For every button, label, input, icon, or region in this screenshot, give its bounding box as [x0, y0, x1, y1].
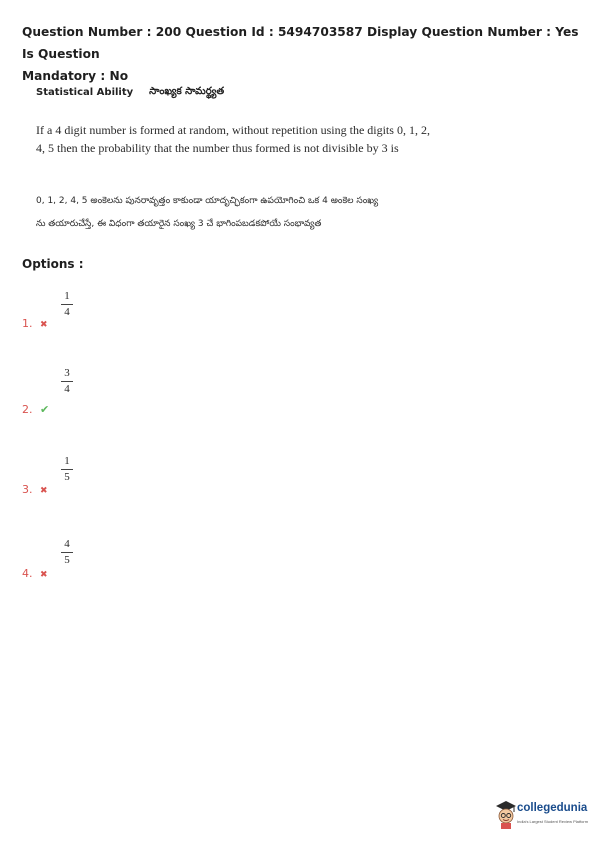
header-line-2: Mandatory : No	[22, 69, 129, 83]
option-4-denominator: 5	[64, 554, 70, 566]
option-3-number: 3.	[22, 483, 33, 496]
option-2-denominator: 4	[64, 383, 70, 395]
logo-tagline: India's Largest Student Review Platform	[517, 819, 589, 824]
option-4-fraction	[60, 538, 74, 567]
option-3-fraction	[60, 455, 74, 484]
question-header	[22, 21, 582, 87]
option-1-denominator: 4	[64, 306, 70, 318]
fraction-bar	[61, 552, 73, 553]
logo-wordmark: collegedunia	[517, 802, 588, 814]
cross-icon: ✖	[40, 570, 48, 580]
question-english	[36, 121, 436, 157]
option-4-label	[22, 567, 48, 580]
fraction-bar	[61, 304, 73, 305]
collegedunia-logo	[495, 798, 591, 832]
option-3-numerator: 1	[64, 455, 70, 467]
question-telugu-line-2: ను తయారుచేస్తే, ఈ విధంగా తయారైన సంఖ్య 3 చే భాగింపబడకపోయే సంభావ్యత	[36, 219, 322, 229]
option-2-fraction	[60, 367, 74, 396]
subject-telugu: సాంఖ్యక సామర్థ్యత	[149, 86, 225, 97]
check-icon: ✔	[40, 403, 50, 416]
option-1-number: 1.	[22, 317, 33, 330]
header-line-1: Question Number : 200 Question Id : 5494703587 Display Question Number : Yes Is Question	[22, 25, 579, 61]
question-english-line-2: 4, 5 then the probability that the number thus formed is not divisible by 3 is	[36, 141, 399, 155]
fraction-bar	[61, 469, 73, 470]
graduate-mascot-icon	[495, 800, 517, 830]
question-telugu-line-1: 0, 1, 2, 4, 5 అంకెలను పునరావృత్తం కాకుండా యాదృచ్ఛికంగా ఉపయోగించి ఒక 4 అంకెల సంఖ్య	[36, 196, 379, 206]
option-1-numerator: 1	[64, 290, 70, 302]
option-2-label	[22, 403, 49, 416]
option-1-label	[22, 317, 48, 330]
option-4-number: 4.	[22, 567, 33, 580]
cross-icon: ✖	[40, 486, 48, 496]
subject-english: Statistical Ability	[36, 86, 134, 98]
option-3-denominator: 5	[64, 471, 70, 483]
option-4-numerator: 4	[64, 538, 70, 550]
question-english-line-1: If a 4 digit number is formed at random, without repetition using the digits 0, 1, 2,	[36, 123, 430, 137]
question-telugu	[36, 190, 436, 236]
option-3-label	[22, 483, 48, 496]
options-label: Options :	[22, 257, 84, 271]
option-2-numerator: 3	[64, 367, 70, 379]
cross-icon: ✖	[40, 320, 48, 330]
option-1-fraction	[60, 290, 74, 319]
fraction-bar	[61, 381, 73, 382]
subject-row	[36, 83, 224, 101]
option-2-number: 2.	[22, 403, 33, 416]
